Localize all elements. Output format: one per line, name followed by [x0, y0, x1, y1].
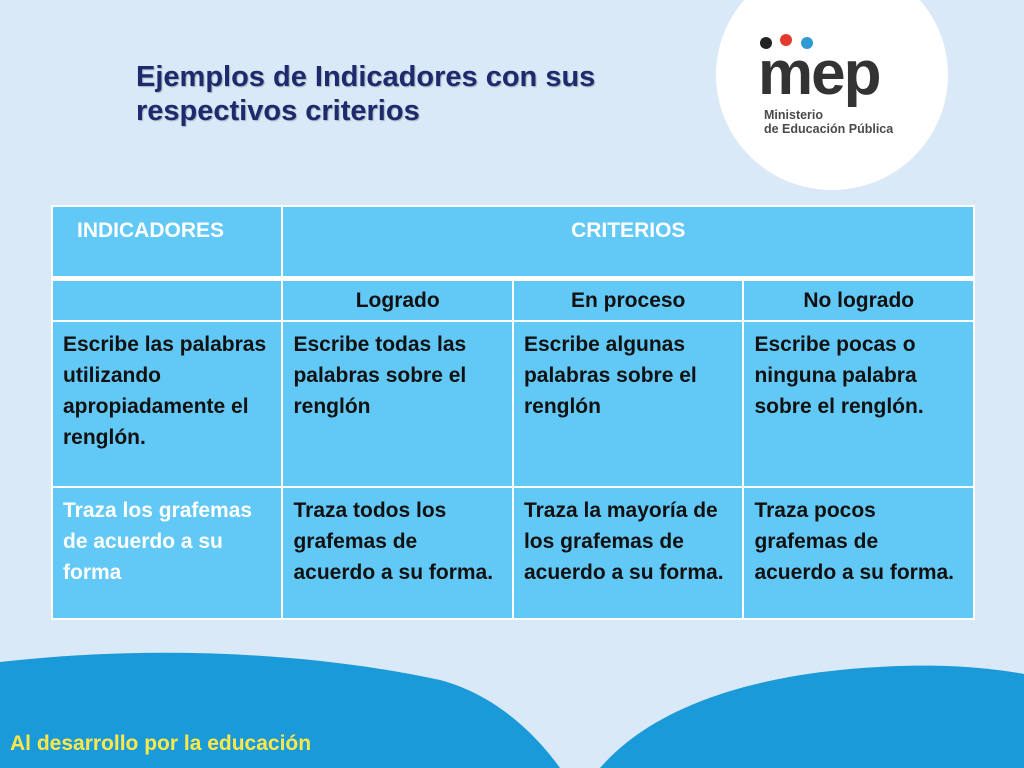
logrado-cell: Traza todos los grafemas de acuerdo a su forma.: [282, 487, 512, 619]
logo-wordmark: mep: [758, 39, 880, 108]
logrado-cell: Escribe todas las palabras sobre el renglón: [282, 321, 512, 487]
indicator-cell: Escribe las palabras utilizando apropiadamente el renglón.: [52, 321, 282, 487]
header-criterios: CRITERIOS: [282, 206, 974, 279]
subheader-logrado: Logrado: [282, 279, 512, 322]
subheader-en-proceso: En proceso: [513, 279, 743, 322]
table-row: [52, 487, 974, 619]
slide-title: Ejemplos de Indicadores con sus respectivos criterios: [136, 61, 596, 127]
logo-ministry-line-1: Ministerio: [764, 108, 824, 122]
logo-ministry-line-2: de Educación Pública: [764, 122, 894, 136]
subheader-no-logrado: No logrado: [743, 279, 974, 322]
criteria-table: [51, 205, 975, 620]
table-row: [52, 321, 974, 487]
no-logrado-cell: Traza pocos grafemas de acuerdo a su forma.: [743, 487, 974, 619]
indicator-cell: Traza los grafemas de acuerdo a su forma: [52, 487, 282, 619]
mep-logo-icon: [752, 28, 922, 108]
table-header-row: [52, 206, 974, 279]
table-subheader-row: [52, 279, 974, 322]
subheader-empty: [52, 279, 282, 322]
header-indicadores: INDICADORES: [52, 206, 282, 279]
no-logrado-cell: Escribe pocas o ninguna palabra sobre el renglón.: [743, 321, 974, 487]
en-proceso-cell: Escribe algunas palabras sobre el renglón: [513, 321, 743, 487]
en-proceso-cell: Traza la mayoría de los grafemas de acuerdo a su forma.: [513, 487, 743, 619]
footer-slogan: Al desarrollo por la educación: [10, 732, 312, 755]
